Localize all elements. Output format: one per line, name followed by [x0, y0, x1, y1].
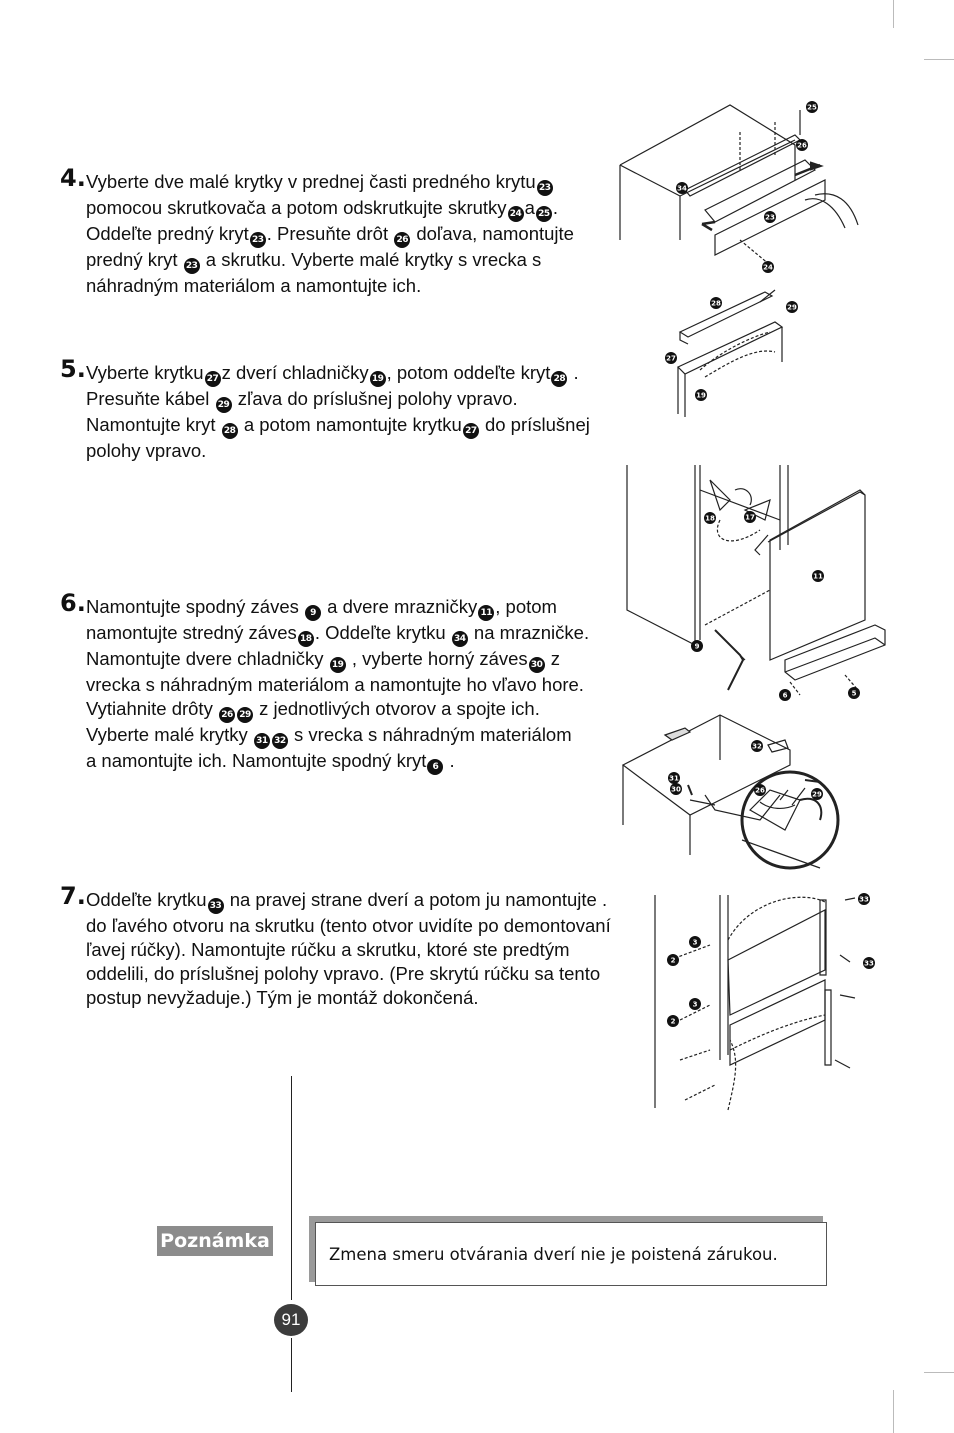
text-line: [86, 647, 630, 673]
text-line: [86, 196, 630, 222]
part-reference: 28: [551, 371, 567, 387]
text-run: ľavej rúčky). Namontujte rúčku a skrutku, ktoré ste predtým: [86, 939, 570, 960]
part-reference: 19: [370, 371, 386, 387]
part-reference: 9: [305, 605, 321, 621]
text-run: a skrutku. Vyberte malé krytky s vrecka s: [200, 249, 542, 270]
part-reference: 11: [478, 605, 494, 621]
callout-label: 26: [797, 141, 807, 150]
text-line: [86, 723, 630, 749]
part-reference: 28: [222, 423, 238, 439]
crop-mark: [924, 59, 954, 60]
text-run: Oddeľte predný kryt: [86, 223, 249, 244]
part-reference: 23: [537, 180, 553, 196]
step-number: 5.: [60, 355, 86, 383]
crop-mark: [893, 0, 894, 28]
callout-label: 17: [745, 513, 755, 522]
page-number: 91: [274, 1304, 308, 1336]
text-run: Vyberte dve malé krytky v prednej časti predného krytu: [86, 171, 536, 192]
callout-label: 30: [671, 785, 681, 794]
figure-callouts: [667, 893, 875, 1027]
text-line: [86, 749, 630, 775]
part-reference: 26: [219, 707, 235, 723]
figure-hinge-wires: [620, 710, 850, 875]
text-run: Namontujte kryt: [86, 414, 221, 435]
text-run: Vyberte krytku: [86, 362, 204, 383]
part-reference: 18: [298, 631, 314, 647]
callout-label: 24: [763, 263, 773, 272]
part-reference: 33: [208, 898, 224, 914]
text-run: zľava do príslušnej polohy vpravo.: [232, 388, 518, 409]
step-number: 6.: [60, 589, 86, 617]
text-run: oddelili, do príslušnej polohy vpravo. (Pre skrytú rúčku sa tento: [86, 963, 601, 984]
callout-label: 26: [755, 786, 765, 795]
text-run: .: [552, 197, 558, 218]
text-line: [86, 274, 630, 298]
part-reference: 26: [394, 232, 410, 248]
part-reference: 27: [463, 423, 479, 439]
text-line: [86, 222, 630, 248]
text-run: Vytiahnite drôty: [86, 698, 218, 719]
step-7: [60, 882, 630, 1010]
figure-callouts: [691, 511, 860, 701]
callout-label: 28: [711, 299, 721, 308]
text-line: [86, 914, 630, 938]
text-run: namontujte stredný záves: [86, 622, 297, 643]
text-run: na pravej strane dverí a potom ju namontujte .: [224, 889, 608, 910]
text-run: Vyberte malé krytky: [86, 724, 253, 745]
callout-label: 34: [677, 184, 687, 193]
callout-label: 33: [859, 895, 869, 904]
text-run: Oddeľte krytku: [86, 889, 207, 910]
text-run: z dverí chladničky: [221, 362, 369, 383]
text-run: predný kryt: [86, 249, 183, 270]
step-number: 4.: [60, 164, 86, 192]
callout-label: 11: [813, 572, 823, 581]
callout-label: 2: [670, 1017, 676, 1026]
callout-label: 25: [807, 103, 817, 112]
separator-line: [291, 1338, 292, 1392]
part-reference: 30: [529, 657, 545, 673]
callout-label: 3: [692, 938, 698, 947]
crop-mark: [893, 1390, 894, 1433]
step-6: [60, 589, 630, 775]
step-text: [86, 170, 630, 298]
separator-line: [291, 1076, 292, 1300]
part-reference: 6: [427, 759, 443, 775]
text-run: do ľavého otvoru na skrutku (tento otvor uvidíte po demontovaní: [86, 915, 611, 936]
text-run: vrecka s náhradným materiálom a namontujte ho vľavo hore.: [86, 674, 584, 695]
text-line: [86, 248, 630, 274]
text-run: a namontujte ich. Namontujte spodný kryt: [86, 750, 427, 771]
text-run: . Oddeľte krytku: [314, 622, 451, 643]
step-5: [60, 355, 630, 463]
text-run: z: [545, 648, 561, 669]
callout-label: 18: [705, 514, 715, 523]
callout-label: 29: [812, 790, 822, 799]
text-line: [86, 938, 630, 962]
note-text: Zmena smeru otvárania dverí nie je poistená zárukou.: [329, 1244, 778, 1264]
part-reference: 31: [254, 733, 270, 749]
text-run: , potom oddeľte kryt: [386, 362, 551, 383]
text-run: polohy vpravo.: [86, 440, 207, 461]
text-run: na mrazničke.: [468, 622, 590, 643]
callout-label: 23: [765, 213, 775, 222]
text-run: postup nevyžaduje.) Tým je montáž dokončená.: [86, 987, 479, 1008]
text-run: , vyberte horný záves: [346, 648, 528, 669]
text-run: s vrecka s náhradným materiálom: [288, 724, 572, 745]
text-run: , potom: [495, 596, 557, 617]
note-label: Poznámka: [157, 1226, 273, 1256]
text-run: a: [524, 197, 535, 218]
callout-label: 19: [696, 391, 706, 400]
part-reference: 24: [508, 206, 524, 222]
callout-label: 6: [782, 691, 788, 700]
part-reference: 29: [237, 707, 253, 723]
figure-handles: [650, 880, 880, 1135]
text-line: [86, 697, 630, 723]
text-line: [86, 621, 630, 647]
text-line: [86, 170, 630, 196]
callout-label: 9: [694, 642, 700, 651]
text-run: a potom namontujte krytku: [238, 414, 462, 435]
callout-label: 31: [669, 774, 679, 783]
text-line: [86, 673, 630, 697]
part-reference: 29: [216, 397, 232, 413]
text-run: .: [568, 362, 579, 383]
text-line: [86, 387, 630, 413]
callout-label: 3: [692, 1000, 698, 1009]
callout-label: 2: [670, 956, 676, 965]
step-text: [86, 888, 630, 1010]
step-4: [60, 164, 630, 298]
figure-freezer-door: [620, 460, 895, 715]
text-line: [86, 595, 630, 621]
text-run: pomocou skrutkovača a potom odskrutkujte skrutky: [86, 197, 507, 218]
text-run: a dvere mrazničky: [322, 596, 478, 617]
text-run: Namontujte dvere chladničky: [86, 648, 329, 669]
text-run: .: [444, 750, 455, 771]
text-line: [86, 962, 630, 986]
callout-label: 32: [752, 742, 762, 751]
part-reference: 32: [272, 733, 288, 749]
text-run: náhradným materiálom a namontujte ich.: [86, 275, 422, 296]
figure-door-cover: [660, 282, 810, 422]
part-reference: 23: [250, 232, 266, 248]
callout-label: 29: [787, 303, 797, 312]
text-line: [86, 986, 630, 1010]
text-run: Namontujte spodný záves: [86, 596, 305, 617]
callout-label: 33: [864, 959, 874, 968]
part-reference: 25: [536, 206, 552, 222]
text-run: . Presuňte drôt: [266, 223, 394, 244]
figure-front-cover: [610, 100, 865, 280]
step-number: 7.: [60, 882, 86, 910]
text-line: [86, 413, 630, 439]
text-run: do príslušnej: [479, 414, 590, 435]
text-line: [86, 888, 630, 914]
part-reference: 19: [330, 657, 346, 673]
part-reference: 34: [452, 631, 468, 647]
text-run: doľava, namontujte: [411, 223, 574, 244]
callout-label: 5: [851, 689, 857, 698]
crop-mark: [924, 1372, 954, 1373]
step-text: [86, 361, 630, 463]
text-run: Presuňte kábel: [86, 388, 215, 409]
step-text: [86, 595, 630, 775]
text-line: [86, 439, 630, 463]
text-line: [86, 361, 630, 387]
part-reference: 23: [184, 258, 200, 274]
text-run: z jednotlivých otvorov a spojte ich.: [253, 698, 540, 719]
note-box: [315, 1222, 827, 1286]
part-reference: 27: [205, 371, 221, 387]
callout-label: 27: [666, 354, 676, 363]
